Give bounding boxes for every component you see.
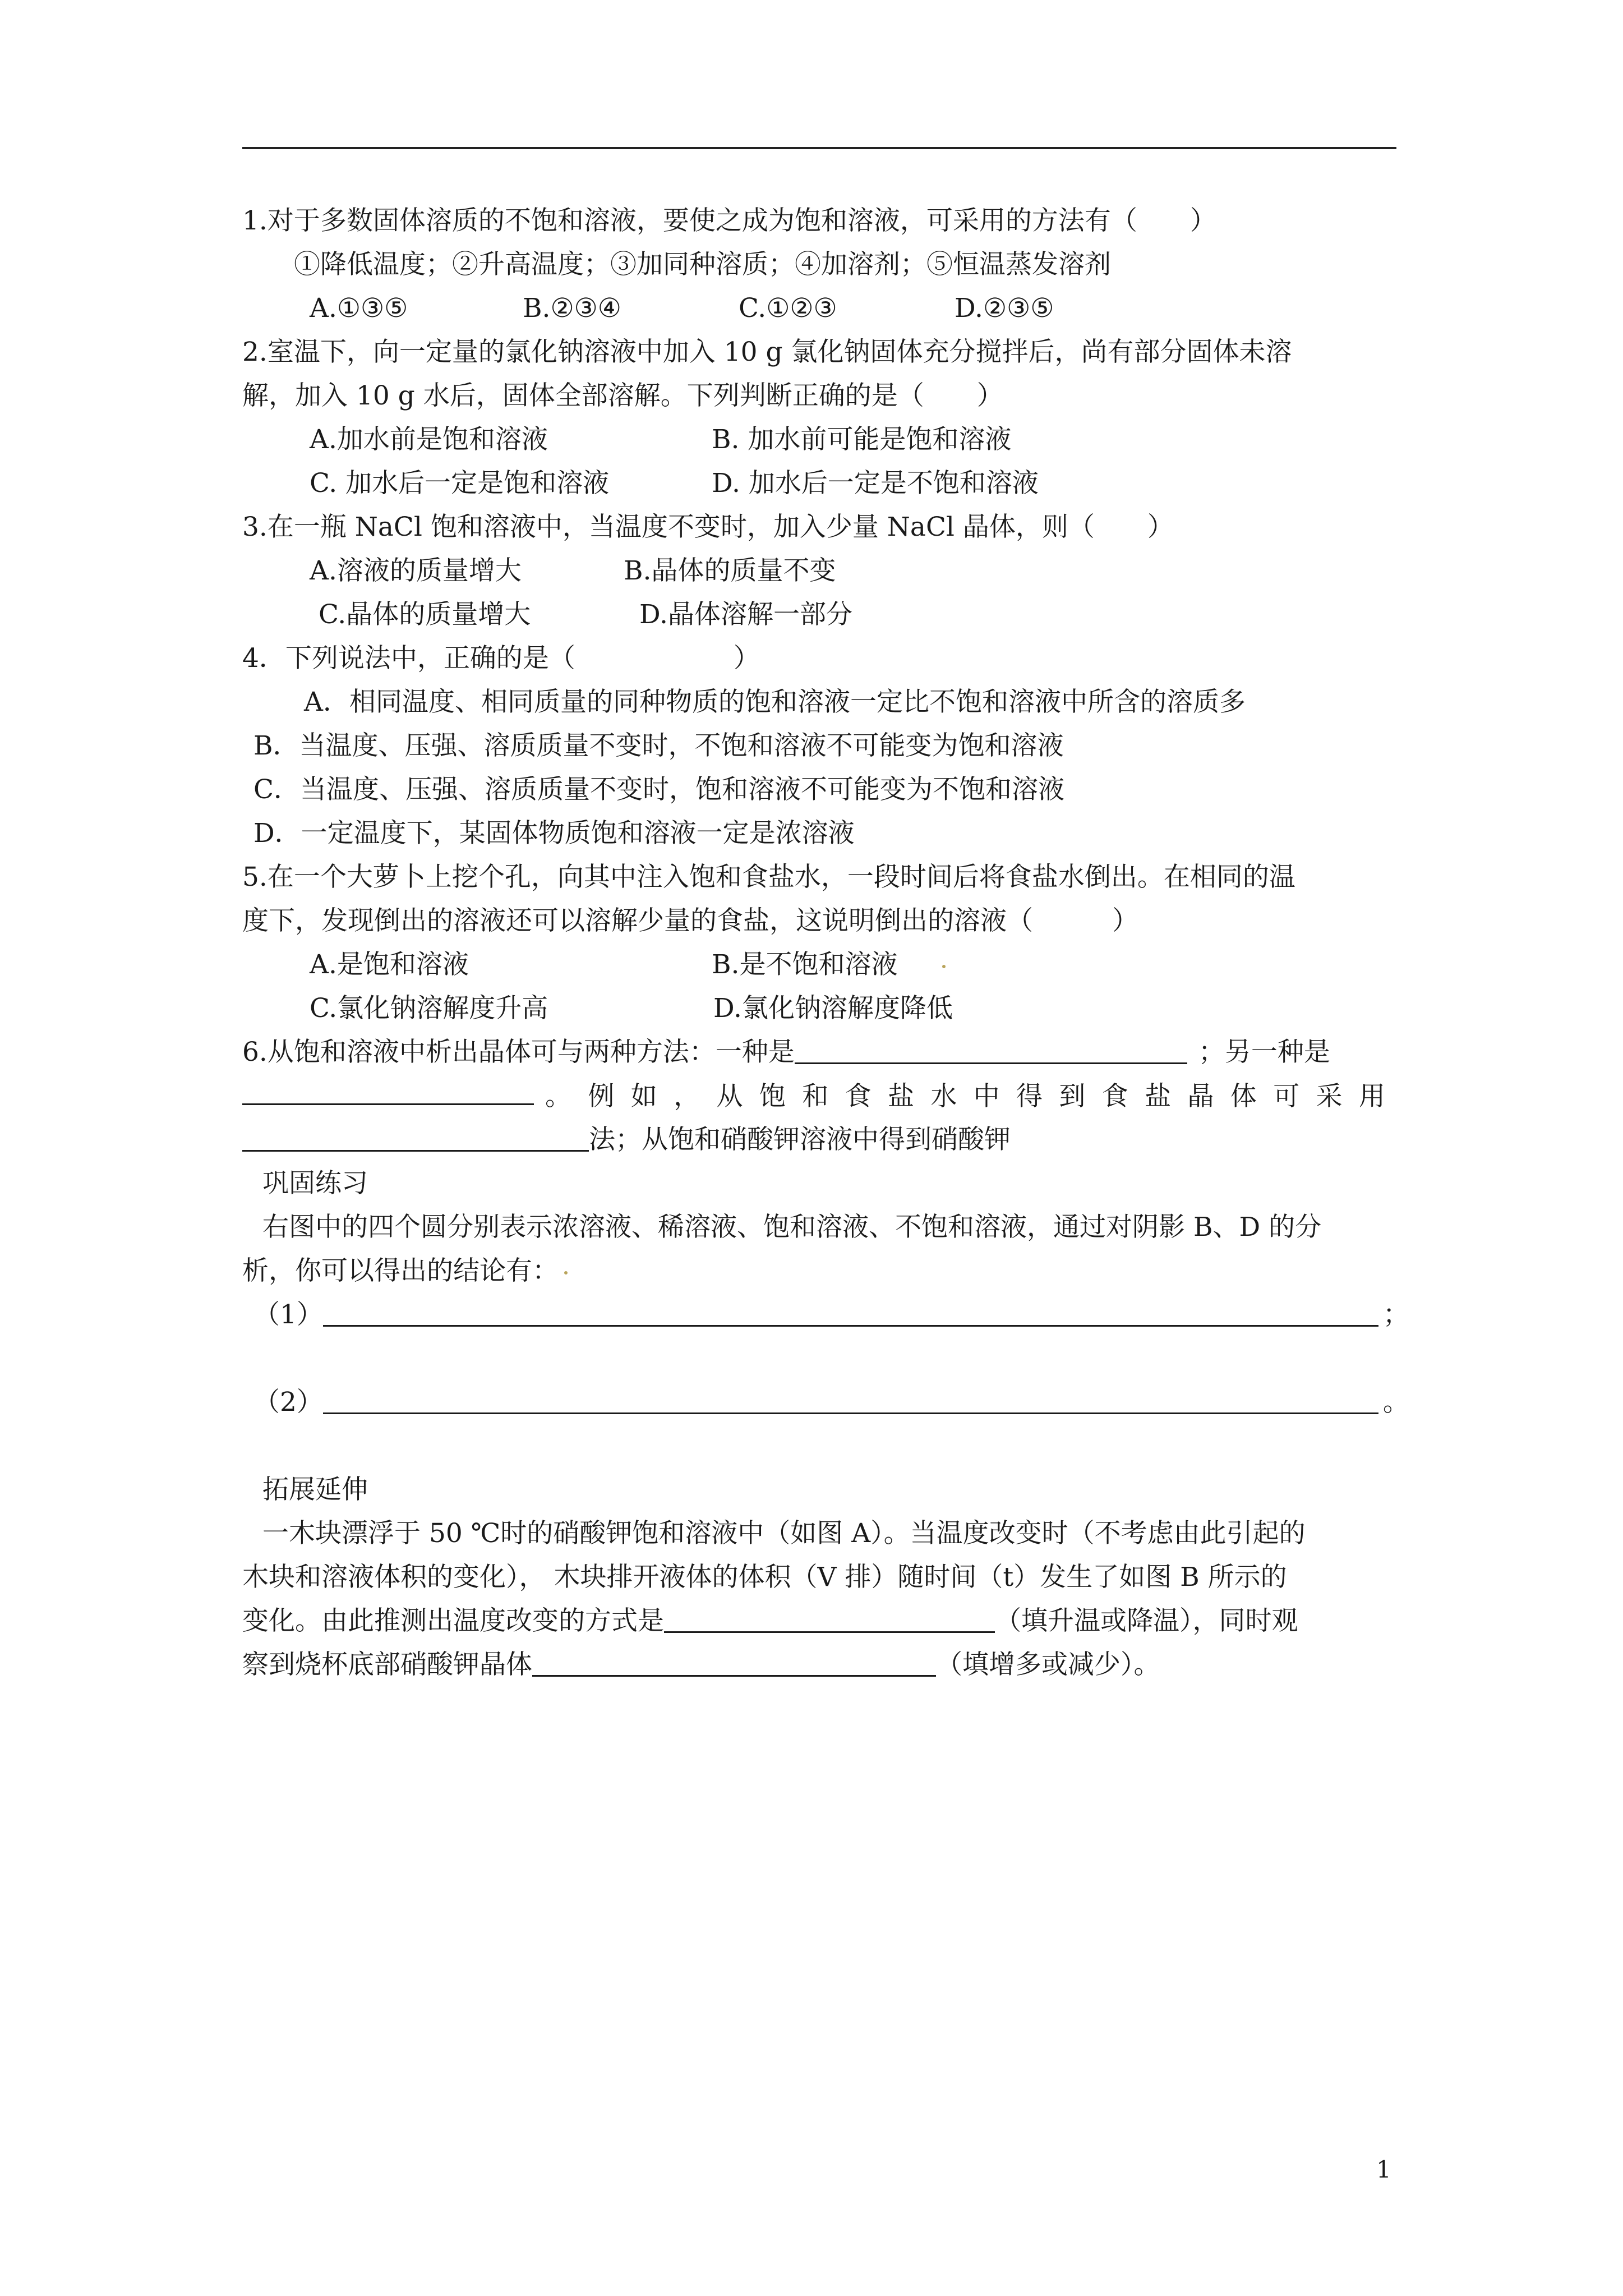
q6-line3	[242, 1118, 1398, 1162]
q3-option-a: A.溶液的质量增大	[310, 555, 522, 586]
header-rule	[242, 147, 1396, 149]
q2-option-d: D. 加水后一定是不饱和溶液	[712, 468, 1039, 499]
q2-stem-line2: 解，加入 10 g 水后，固体全部溶解。下列判断正确的是（ ）	[242, 380, 1003, 411]
q3-option-c: C.晶体的质量增大	[319, 599, 531, 630]
q4-option-a: A．相同温度、相同质量的同种物质的饱和溶液一定比不饱和溶液中所含的溶质多	[304, 687, 1246, 717]
q6-line1	[242, 1030, 1398, 1074]
q6-part1: 6.从饱和溶液中析出晶体可与两种方法：一种是	[242, 1037, 795, 1068]
temperature-change-blank[interactable]	[664, 1602, 995, 1633]
q4-stem: 4．下列说法中，正确的是（ ）	[242, 643, 760, 674]
item2-label: （2）	[253, 1387, 323, 1418]
q3-options-row1	[242, 549, 1398, 593]
q2-options-row2	[242, 462, 1398, 505]
q6-part4: 法；从饱和硝酸钾溶液中得到硝酸钾	[589, 1124, 1011, 1155]
q1-option-a: A.①③⑤	[310, 293, 408, 324]
q6-part2: ；另一种是	[1198, 1037, 1330, 1068]
q3-option-b: B.晶体的质量不变	[624, 555, 836, 586]
q1-methods: ①降低温度；②升高温度；③加同种溶质；④加溶剂；⑤恒温蒸发溶剂	[294, 249, 1111, 280]
item1-end: ；	[1382, 1299, 1409, 1330]
consolidate-item-2	[242, 1381, 1409, 1424]
q1-stem: 1.对于多数固体溶质的不饱和溶液，要使之成为饱和溶液，可采用的方法有（ ）	[242, 205, 1216, 236]
spacer	[242, 1424, 1398, 1468]
consolidate-title: 巩固练习	[262, 1168, 368, 1199]
q1-options	[242, 287, 1398, 330]
q2-option-b: B. 加水前可能是饱和溶液	[712, 424, 1012, 455]
q2-option-a: A.加水前是饱和溶液	[310, 424, 548, 455]
q6-part3: 。例如，从饱和食盐水中得到食盐晶体可采用	[545, 1081, 1398, 1112]
extend-line4	[242, 1643, 1398, 1687]
q5-stem-line1: 5.在一个大萝卜上挖个孔，向其中注入饱和食盐水，一段时间后将食盐水倒出。在相同的温	[242, 862, 1295, 892]
q6-blank-method2	[242, 1074, 534, 1105]
q6-blank-method3	[242, 1121, 589, 1152]
q5-options-row2	[242, 987, 1398, 1030]
item1-label: （1）	[253, 1299, 323, 1330]
q5-stem-line2: 度下，发现倒出的溶液还可以溶解少量的食盐，这说明倒出的溶液（ ）	[242, 905, 1138, 936]
q2-stem-line1: 2.室温下，向一定量的氯化钠溶液中加入 10 g 氯化钠固体充分搅拌后，尚有部分固体未溶	[242, 337, 1292, 367]
q2-option-c: C. 加水后一定是饱和溶液	[310, 468, 610, 499]
speck-mark	[564, 1271, 568, 1274]
extend-line2: 木块和溶液体积的变化）， 木块排开液体的体积（V 排）随时间（t）发生了如图 B 所示的	[242, 1562, 1287, 1593]
extend-title: 拓展延伸	[262, 1474, 368, 1505]
spacer	[242, 1337, 1398, 1381]
crystal-change-blank[interactable]	[532, 1646, 936, 1677]
item2-end: 。	[1382, 1387, 1409, 1418]
extend-line4-text-a: 察到烧杯底部硝酸钾晶体	[242, 1649, 532, 1680]
consolidate-text-line2-text: 析，你可以得出的结论有：	[242, 1255, 559, 1286]
q1-option-b: B.②③④	[523, 293, 621, 324]
q5-options-row1	[242, 943, 1398, 987]
speck-mark	[942, 965, 946, 968]
q5-option-d: D.氯化钠溶解度降低	[713, 993, 953, 1024]
answer-blank-1[interactable]	[323, 1296, 1378, 1327]
q2-options-row1	[242, 418, 1398, 462]
q6-line2	[242, 1074, 1398, 1118]
extend-line3	[242, 1599, 1398, 1643]
q1-option-d: D.②③⑤	[955, 293, 1054, 324]
page-number: 1	[1376, 2156, 1391, 2183]
q4-option-d: D．一定温度下，某固体物质饱和溶液一定是浓溶液	[253, 818, 855, 849]
q6-blank-method1	[795, 1033, 1187, 1064]
extend-line3-text-b: （填升温或降温），同时观	[995, 1605, 1298, 1636]
extend-line3-text-a: 变化。由此推测出温度改变的方式是	[242, 1605, 664, 1636]
q5-option-a: A.是饱和溶液	[310, 949, 469, 980]
extend-line4-text-b: （填增多或减少）。	[936, 1649, 1160, 1680]
q3-option-d: D.晶体溶解一部分	[639, 599, 852, 630]
q4-option-c: C．当温度、压强、溶质质量不变时，饱和溶液不可能变为不饱和溶液	[253, 774, 1064, 805]
q3-stem: 3.在一瓶 NaCl 饱和溶液中，当温度不变时，加入少量 NaCl 晶体，则（ ）	[242, 512, 1174, 542]
consolidate-item-1	[242, 1293, 1409, 1337]
extend-line1: 一木块漂浮于 50 ℃时的硝酸钾饱和溶液中（如图 A）。当温度改变时（不考虑由此引起的	[262, 1518, 1306, 1549]
consolidate-text-line1: 右图中的四个圆分别表示浓溶液、稀溶液、饱和溶液、不饱和溶液，通过对阴影 B、D 的分	[262, 1212, 1322, 1243]
answer-blank-2[interactable]	[323, 1383, 1378, 1414]
consolidate-text-line2	[242, 1249, 1398, 1293]
q3-options-row2	[242, 593, 1398, 637]
q4-option-b: B．当温度、压强、溶质质量不变时，不饱和溶液不可能变为饱和溶液	[253, 730, 1064, 761]
q5-option-b: B.是不饱和溶液	[712, 949, 898, 980]
q1-option-c: C.①②③	[739, 293, 837, 324]
q5-option-c: C.氯化钠溶解度升高	[310, 993, 548, 1024]
worksheet-content	[242, 199, 1409, 1687]
